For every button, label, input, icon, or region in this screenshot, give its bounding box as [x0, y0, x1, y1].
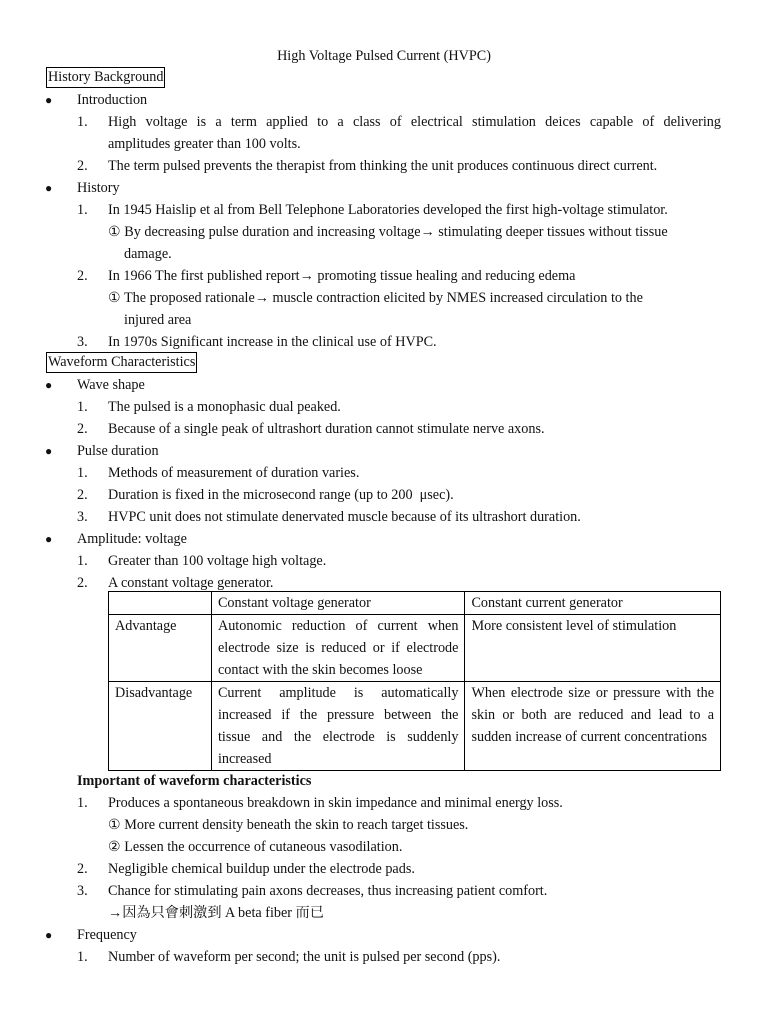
importance-item-1-sub2: ② Lessen the occurrence of cutaneous vasodilation. — [108, 839, 403, 855]
amplitude-label: Amplitude: voltage — [77, 531, 187, 547]
list-number: 3. — [77, 883, 88, 899]
frequency-label: Frequency — [77, 927, 137, 943]
history-item-2: In 1966 The first published report→ promoting tissue healing and reducing edema — [108, 268, 576, 284]
bullet-icon: ● — [45, 928, 53, 942]
list-number: 1. — [77, 465, 88, 481]
history-item-2-sub-line2: injured area — [124, 312, 192, 328]
list-number: 1. — [77, 114, 88, 130]
list-number: 3. — [77, 509, 88, 525]
waveform-characteristics-heading: Waveform Characteristics — [46, 352, 197, 373]
table-header-row — [109, 592, 721, 615]
list-number: 1. — [77, 949, 88, 965]
list-number: 2. — [77, 487, 88, 503]
wave-shape-label: Wave shape — [77, 377, 145, 393]
table-cell: More consistent level of stimulation — [465, 615, 721, 682]
table-row-label: Advantage — [109, 615, 212, 682]
intro-item-1-line1: High voltage is a term applied to a class of electrical stimulation deices capable of delivering — [108, 114, 721, 130]
bullet-icon: ● — [45, 93, 53, 107]
amplitude-item-1: Greater than 100 voltage high voltage. — [108, 553, 327, 569]
pulse-duration-item-1: Methods of measurement of duration varies. — [108, 465, 360, 481]
pulse-duration-item-2: Duration is fixed in the microsecond range (up to 200 μsec). — [108, 487, 454, 503]
importance-item-1-sub1: ① More current density beneath the skin to reach target tissues. — [108, 817, 469, 833]
list-number: 2. — [77, 158, 88, 174]
table-header-cell: Constant current generator — [465, 592, 721, 615]
bullet-icon: ● — [45, 181, 53, 195]
bullet-icon: ● — [45, 444, 53, 458]
bullet-icon: ● — [45, 532, 53, 546]
table-row-label: Disadvantage — [109, 682, 212, 771]
page-title: High Voltage Pulsed Current (HVPC) — [277, 48, 491, 64]
bullet-icon: ● — [45, 378, 53, 392]
table-cell: Autonomic reduction of current when electrode size is reduced or if electrode contact with the skin becomes loose — [211, 615, 465, 682]
importance-item-3-note: →因為只會刺激到 A beta fiber 而已 — [108, 905, 324, 921]
importance-item-2: Negligible chemical buildup under the electrode pads. — [108, 861, 415, 877]
importance-item-3: Chance for stimulating pain axons decreases, thus increasing patient comfort. — [108, 883, 548, 899]
wave-shape-item-2: Because of a single peak of ultrashort duration cannot stimulate nerve axons. — [108, 421, 545, 437]
history-item-1: In 1945 Haislip et al from Bell Telephone Laboratories developed the first high-voltage stimulator. — [108, 202, 668, 218]
amplitude-item-2: A constant voltage generator. — [108, 575, 274, 591]
history-item-2-sub-line1: ① The proposed rationale→ muscle contraction elicited by NMES increased circulation to the — [108, 290, 643, 306]
history-background-heading: History Background — [46, 67, 165, 88]
list-number: 1. — [77, 795, 88, 811]
wave-shape-item-1: The pulsed is a monophasic dual peaked. — [108, 399, 341, 415]
list-number: 1. — [77, 202, 88, 218]
pulse-duration-label: Pulse duration — [77, 443, 159, 459]
table-row — [109, 682, 721, 771]
table-cell: When electrode size or pressure with the skin or both are reduced and lead to a sudden increase of current concentrations — [465, 682, 721, 771]
frequency-item-1: Number of waveform per second; the unit is pulsed per second (pps). — [108, 949, 501, 965]
generator-comparison-table — [108, 591, 721, 771]
intro-item-2: The term pulsed prevents the therapist from thinking the unit produces continuous direct current. — [108, 158, 658, 174]
history-item-1-sub-line2: damage. — [124, 246, 172, 262]
table-header-cell — [109, 592, 212, 615]
table-cell: Current amplitude is automatically increased if the pressure between the tissue and the electrode is suddenly increased — [211, 682, 465, 771]
introduction-label: Introduction — [77, 92, 148, 108]
list-number: 2. — [77, 421, 88, 437]
pulse-duration-item-3: HVPC unit does not stimulate denervated muscle because of its ultrashort duration. — [108, 509, 581, 525]
list-number: 2. — [77, 575, 88, 591]
importance-heading-text: Important of waveform characteristics — [77, 773, 312, 789]
table-row — [109, 615, 721, 682]
importance-item-1: Produces a spontaneous breakdown in skin impedance and minimal energy loss. — [108, 795, 563, 811]
list-number: 2. — [77, 268, 88, 284]
list-number: 1. — [77, 399, 88, 415]
intro-item-1-line2: amplitudes greater than 100 volts. — [108, 136, 301, 152]
history-item-1-sub-line1: ① By decreasing pulse duration and increasing voltage→ stimulating deeper tissues without tissue — [108, 224, 668, 240]
importance-heading — [77, 770, 311, 792]
table-header-cell: Constant voltage generator — [211, 592, 465, 615]
list-number: 1. — [77, 553, 88, 569]
list-number: 3. — [77, 334, 88, 350]
list-number: 2. — [77, 861, 88, 877]
history-label: History — [77, 180, 120, 196]
history-item-3: In 1970s Significant increase in the clinical use of HVPC. — [108, 334, 437, 350]
